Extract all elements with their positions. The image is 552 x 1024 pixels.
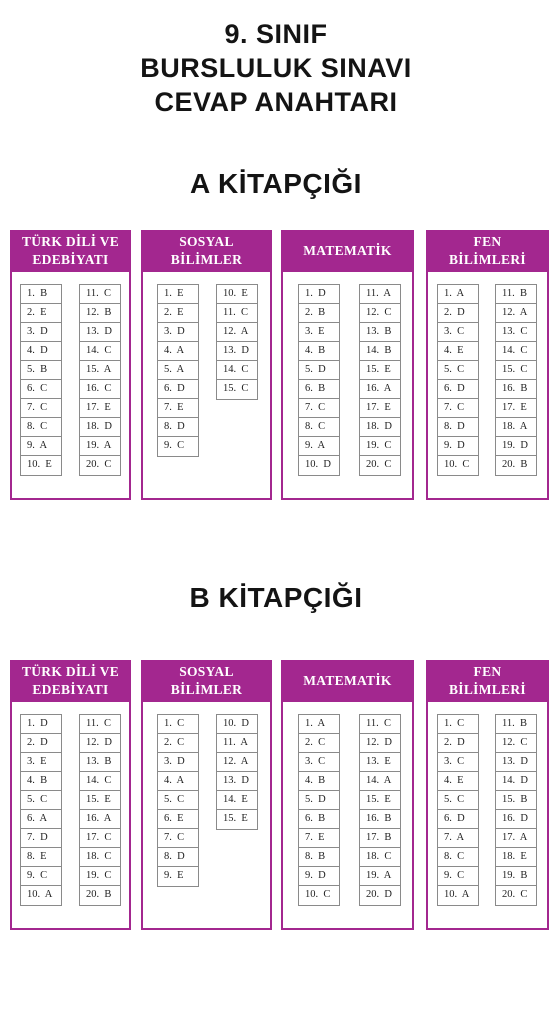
answer-cell: 13. D xyxy=(217,342,257,361)
answer-cell: 1. A xyxy=(438,285,478,304)
answer-panel-b-math xyxy=(281,660,414,930)
panel-title-line-2: EDEBİYATI xyxy=(32,682,109,697)
answer-cell: 18. E xyxy=(496,848,536,867)
answer-cell: 4. D xyxy=(21,342,61,361)
answer-column-2 xyxy=(216,284,258,400)
answer-cell: 8. C xyxy=(299,418,339,437)
answer-cell: 19. D xyxy=(496,437,536,456)
panel-header xyxy=(141,660,272,702)
answer-column-2 xyxy=(79,284,121,476)
answer-cell: 20. B xyxy=(86,889,112,900)
answer-cell: 16. B xyxy=(496,380,536,399)
answer-cell: 11. B xyxy=(496,285,536,304)
panel-header xyxy=(10,230,131,272)
answer-column-2 xyxy=(79,714,121,906)
answer-cell: 9. C xyxy=(164,440,185,451)
answer-column-2 xyxy=(216,714,258,830)
booklet-b-heading: B KİTAPÇIĞI xyxy=(189,582,363,613)
answer-cell: 15. A xyxy=(80,361,120,380)
answer-column-1 xyxy=(437,284,479,476)
answer-cell: 13. E xyxy=(360,753,400,772)
answer-cell: 1. C xyxy=(438,715,478,734)
answer-cell: 6. B xyxy=(299,380,339,399)
answer-cell: 9. E xyxy=(164,870,184,881)
answer-cell: 16. A xyxy=(80,810,120,829)
answer-cell: 12. D xyxy=(360,734,400,753)
panel-title-line-1: MATEMATİK xyxy=(303,243,392,258)
answer-column-1 xyxy=(20,714,62,906)
answer-cell: 19. A xyxy=(80,437,120,456)
answer-cell: 2. D xyxy=(21,734,61,753)
answer-cell: 11. C xyxy=(80,285,120,304)
answer-cell: 2. D xyxy=(438,304,478,323)
answer-cell: 15. E xyxy=(80,791,120,810)
answer-cell: 10. D xyxy=(305,459,331,470)
answer-cell: 13. B xyxy=(360,323,400,342)
answer-cell: 16. C xyxy=(80,380,120,399)
answer-cell: 8. D xyxy=(158,848,198,867)
answer-cell: 5. C xyxy=(158,791,198,810)
answer-cell: 1. C xyxy=(158,715,198,734)
answer-cell: 9. D xyxy=(299,867,339,886)
answer-cell: 14. C xyxy=(496,342,536,361)
answer-cell: 2. D xyxy=(438,734,478,753)
answer-cell: 12. C xyxy=(496,734,536,753)
answer-column-2 xyxy=(495,284,537,476)
answer-panel-a-math xyxy=(281,230,414,500)
answer-column-2 xyxy=(359,284,401,476)
answer-cell: 10. C xyxy=(305,889,331,900)
answer-cell: 7. A xyxy=(438,829,478,848)
answer-cell: 3. D xyxy=(21,323,61,342)
answer-cell: 3. C xyxy=(438,323,478,342)
answer-cell: 5. D xyxy=(299,791,339,810)
answer-cell: 14. D xyxy=(496,772,536,791)
answer-cell: 3. D xyxy=(158,323,198,342)
answer-cell: 19. C xyxy=(80,867,120,886)
panel-header xyxy=(10,660,131,702)
answer-cell: 5. A xyxy=(158,361,198,380)
answer-cell: 6. D xyxy=(158,380,198,399)
panel-header xyxy=(426,230,549,272)
answer-cell: 3. D xyxy=(158,753,198,772)
answer-cell: 13. D xyxy=(80,323,120,342)
answer-cell: 4. A xyxy=(158,772,198,791)
answer-cell: 14. B xyxy=(360,342,400,361)
page-title-line-2: BURSLULUK SINAVI xyxy=(140,53,412,83)
answer-cell: 8. B xyxy=(299,848,339,867)
answer-column-1 xyxy=(157,714,199,887)
panel-title-line-1: FEN xyxy=(473,234,502,249)
answer-cell: 11. A xyxy=(217,734,257,753)
answer-cell: 4. B xyxy=(299,772,339,791)
answer-cell: 5. B xyxy=(21,361,61,380)
answer-cell: 16. A xyxy=(360,380,400,399)
answer-cell: 20. C xyxy=(502,889,528,900)
answer-cell: 17. B xyxy=(360,829,400,848)
answer-cell: 4. E xyxy=(438,342,478,361)
panel-title-line-2: BİLİMLER xyxy=(170,682,243,697)
answer-cell: 15. E xyxy=(223,813,248,824)
answer-cell: 9. D xyxy=(438,437,478,456)
answer-cell: 17. A xyxy=(496,829,536,848)
answer-cell: 7. E xyxy=(299,829,339,848)
answer-cell: 15. C xyxy=(496,361,536,380)
page-title-line-3: CEVAP ANAHTARI xyxy=(154,87,398,117)
panel-title-line-1: SOSYAL xyxy=(179,664,234,679)
answer-cell: 19. C xyxy=(360,437,400,456)
panel-header xyxy=(281,230,414,272)
answer-cell: 18. C xyxy=(80,848,120,867)
answer-cell: 5. D xyxy=(299,361,339,380)
page-title-line-1: 9. SINIF xyxy=(224,19,328,49)
answer-cell: 12. A xyxy=(496,304,536,323)
answer-cell: 4. E xyxy=(438,772,478,791)
answer-cell: 2. C xyxy=(299,734,339,753)
panel-header xyxy=(141,230,272,272)
answer-cell: 11. C xyxy=(80,715,120,734)
answer-cell: 12. A xyxy=(217,323,257,342)
panel-title-line-2: BİLİMLERİ xyxy=(449,252,526,267)
answer-cell: 5. C xyxy=(438,791,478,810)
answer-cell: 11. A xyxy=(360,285,400,304)
answer-column-1 xyxy=(298,284,340,476)
panel-title-line-1: TÜRK DİLİ VE xyxy=(21,664,120,679)
answer-cell: 9. A xyxy=(21,437,61,456)
answer-cell: 15. E xyxy=(360,361,400,380)
answer-cell: 13. D xyxy=(217,772,257,791)
panel-title-line-1: SOSYAL xyxy=(179,234,234,249)
answer-column-1 xyxy=(298,714,340,906)
answer-cell: 19. A xyxy=(360,867,400,886)
answer-cell: 9. A xyxy=(299,437,339,456)
answer-panel-b-turkish xyxy=(10,660,131,930)
answer-cell: 12. D xyxy=(80,734,120,753)
answer-cell: 1. A xyxy=(299,715,339,734)
answer-cell: 7. D xyxy=(21,829,61,848)
answer-cell: 17. E xyxy=(360,399,400,418)
answer-panel-a-social xyxy=(141,230,272,500)
answer-cell: 8. D xyxy=(438,418,478,437)
answer-cell: 6. C xyxy=(21,380,61,399)
answer-cell: 10. A xyxy=(444,889,470,900)
answer-cell: 3. C xyxy=(438,753,478,772)
answer-cell: 15. E xyxy=(360,791,400,810)
panel-title-line-2: EDEBİYATI xyxy=(32,252,109,267)
answer-column-2 xyxy=(495,714,537,906)
answer-cell: 14. C xyxy=(80,342,120,361)
answer-panel-a-science xyxy=(426,230,549,500)
answer-cell: 1. B xyxy=(21,285,61,304)
answer-cell: 1. D xyxy=(299,285,339,304)
answer-cell: 5. C xyxy=(21,791,61,810)
answer-cell: 14. C xyxy=(217,361,257,380)
answer-cell: 15. B xyxy=(496,791,536,810)
answer-cell: 14. A xyxy=(360,772,400,791)
answer-cell: 20. C xyxy=(366,459,392,470)
panel-title-line-1: TÜRK DİLİ VE xyxy=(21,234,120,249)
answer-cell: 2. E xyxy=(158,304,198,323)
answer-cell: 19. B xyxy=(496,867,536,886)
answer-cell: 18. D xyxy=(360,418,400,437)
panel-title-line-2: BİLİMLER xyxy=(170,252,243,267)
answer-cell: 1. D xyxy=(21,715,61,734)
answer-cell: 14. C xyxy=(80,772,120,791)
answer-cell: 10. D xyxy=(217,715,257,734)
answer-cell: 7. C xyxy=(299,399,339,418)
answer-cell: 10. C xyxy=(444,459,470,470)
answer-cell: 20. D xyxy=(366,889,392,900)
answer-cell: 10. A xyxy=(27,889,53,900)
answer-cell: 20. B xyxy=(502,459,528,470)
answer-cell: 3. C xyxy=(299,753,339,772)
answer-cell: 14. E xyxy=(217,791,257,810)
answer-cell: 8. D xyxy=(158,418,198,437)
answer-cell: 11. B xyxy=(496,715,536,734)
answer-cell: 13. D xyxy=(496,753,536,772)
answer-cell: 4. B xyxy=(299,342,339,361)
answer-cell: 7. E xyxy=(158,399,198,418)
panel-header xyxy=(281,660,414,702)
answer-cell: 12. A xyxy=(217,753,257,772)
panel-title-line-2: BİLİMLERİ xyxy=(449,682,526,697)
answer-cell: 18. D xyxy=(80,418,120,437)
answer-cell: 8. C xyxy=(438,848,478,867)
answer-cell: 2. B xyxy=(299,304,339,323)
answer-cell: 9. C xyxy=(21,867,61,886)
answer-cell: 18. A xyxy=(496,418,536,437)
answer-cell: 7. C xyxy=(21,399,61,418)
panel-title-line-1: FEN xyxy=(473,664,502,679)
answer-column-1 xyxy=(157,284,199,457)
answer-cell: 7. C xyxy=(158,829,198,848)
answer-cell: 17. C xyxy=(80,829,120,848)
answer-cell: 13. B xyxy=(80,753,120,772)
answer-cell: 12. C xyxy=(360,304,400,323)
answer-cell: 4. B xyxy=(21,772,61,791)
answer-cell: 2. E xyxy=(21,304,61,323)
answer-cell: 16. B xyxy=(360,810,400,829)
answer-cell: 13. C xyxy=(496,323,536,342)
answer-column-2 xyxy=(359,714,401,906)
answer-cell: 1. E xyxy=(158,285,198,304)
answer-cell: 4. A xyxy=(158,342,198,361)
answer-cell: 11. C xyxy=(360,715,400,734)
answer-panel-a-turkish xyxy=(10,230,131,500)
answer-cell: 6. E xyxy=(158,810,198,829)
booklet-a-heading: A KİTAPÇIĞI xyxy=(190,168,362,199)
answer-cell: 8. C xyxy=(21,418,61,437)
answer-cell: 17. E xyxy=(80,399,120,418)
answer-cell: 6. D xyxy=(438,380,478,399)
answer-cell: 6. D xyxy=(438,810,478,829)
answer-cell: 20. C xyxy=(86,459,112,470)
answer-cell: 2. C xyxy=(158,734,198,753)
answer-cell: 11. C xyxy=(217,304,257,323)
answer-column-1 xyxy=(437,714,479,906)
answer-cell: 12. B xyxy=(80,304,120,323)
answer-cell: 10. E xyxy=(27,459,52,470)
answer-cell: 9. C xyxy=(438,867,478,886)
panel-title-line-1: MATEMATİK xyxy=(303,673,392,688)
answer-cell: 5. C xyxy=(438,361,478,380)
answer-cell: 8. E xyxy=(21,848,61,867)
answer-cell: 6. B xyxy=(299,810,339,829)
answer-cell: 15. C xyxy=(223,383,249,394)
answer-column-1 xyxy=(20,284,62,476)
panel-header xyxy=(426,660,549,702)
answer-cell: 6. A xyxy=(21,810,61,829)
answer-cell: 17. E xyxy=(496,399,536,418)
answer-cell: 7. C xyxy=(438,399,478,418)
answer-cell: 10. E xyxy=(217,285,257,304)
answer-panel-b-science xyxy=(426,660,549,930)
answer-cell: 18. C xyxy=(360,848,400,867)
answer-cell: 3. E xyxy=(21,753,61,772)
answer-cell: 3. E xyxy=(299,323,339,342)
answer-cell: 16. D xyxy=(496,810,536,829)
answer-panel-b-social xyxy=(141,660,272,930)
